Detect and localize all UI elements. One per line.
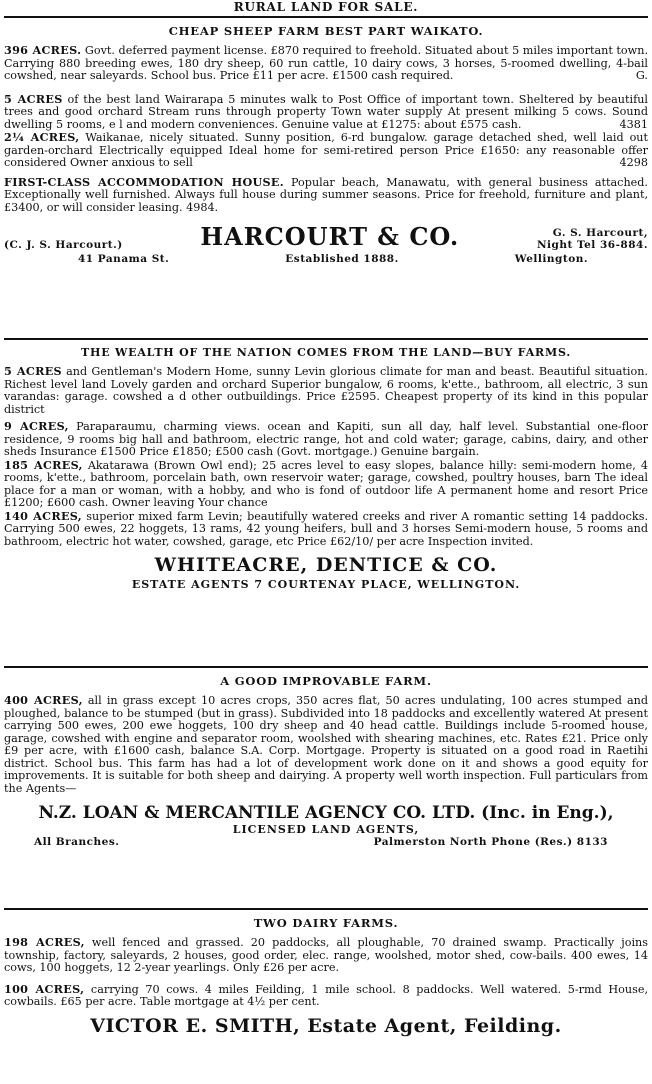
listing-lead: 2¼ ACRES, [4, 130, 80, 144]
listing-ref: G. [635, 69, 648, 82]
listing-ref: 4381 [619, 117, 648, 131]
listing [4, 694, 648, 795]
agent-name: HARCOURT & CO. [200, 222, 460, 251]
listing-body: Akatarawa (Brown Owl end); 25 acres level to easy slopes, balance hilly: semi-modern home, 4 rooms, k'ette., bathroom, porcelain bath, own reservoir water; garage, cowshed, poultry houses, barn The ideal place for a man or woman, with a hobby, and who is fond of outdoor life A permanent home and resort Price £1200; £600 cash. Owner leaving Your chance [4, 458, 648, 509]
ad-block-harcourt [4, 18, 648, 338]
address: 41 Panama St. [78, 253, 170, 265]
established: Established 1888. [285, 253, 399, 265]
agent-left: All Branches. [34, 836, 120, 848]
listing-body: superior mixed farm Levin; beautifully watered creeks and river A romantic setting 14 paddocks. Carrying 500 ewes, 22 hoggets, 13 rams, 42 young heifers, bull and 3 horses Semi-modern house, 5 rooms and bathroom, electric hot water, cowshed, garage, etc Price £62/10/ per acre Inspection invited. [4, 509, 648, 548]
listing-lead: 185 ACRES, [4, 457, 83, 472]
listing [4, 93, 648, 132]
ad-heading: A GOOD IMPROVABLE FARM. [220, 674, 432, 688]
listing-body: Popular beach, Manawatu, with general business attached. Exceptionally well furnished. Always full house during summer seasons. Price for freehold, furniture and plant, £3400, or will consider leasing. 4984. [4, 175, 648, 214]
listing [4, 510, 648, 549]
agent-sub: ESTATE AGENTS 7 COURTENAY PLACE, WELLINGTON. [131, 578, 521, 591]
listing-lead: 400 ACRES, [4, 693, 83, 707]
ad-heading: THE WEALTH OF THE NATION COMES FROM THE LAND—BUY FARMS. [81, 346, 571, 359]
agent-contact [537, 227, 648, 251]
agent-right: G. S. Harcourt, [552, 227, 648, 239]
agent-right: Palmerston North Phone (Res.) 8133 [373, 836, 608, 848]
listing-lead: 5 ACRES [4, 91, 63, 106]
listing [4, 365, 648, 416]
ad-heading: TWO DAIRY FARMS. [253, 916, 399, 930]
listing-lead: 5 ACRES [4, 364, 62, 378]
agent-sub: LICENSED LAND AGENTS, [232, 823, 420, 836]
listing-body: well fenced and grassed. 20 paddocks, all ploughable, 70 drained swamp. Practically joins township, factory, saleyards, 2 houses, good order, elec. range, woolshed, motor shed, cow-bails. 400 ewes, 14 cows, 100 hoggets, 12 2-year yearlings. Only £26 per acre. [4, 936, 648, 974]
agent-left: (C. J. S. Harcourt.) [4, 239, 123, 251]
agent-name: N.Z. LOAN & MERCANTILE AGENCY CO. LTD. (Inc. in Eng.), [38, 803, 614, 823]
agent-name: WHITEACRE, DENTICE & CO. [154, 554, 498, 576]
listing [4, 131, 648, 170]
listing-ref: 4298 [619, 156, 648, 169]
listing-lead: 198 ACRES, [4, 935, 85, 949]
listing-body: Waikanae, nicely situated. Sunny position, 6-rd bungalow. garage detached shed, well laid out garden-orchard Electrically equipped Ideal home for semi-retired person Price £1650: any reasonable offer considered Owner anxious to sell [4, 131, 648, 169]
listing [4, 420, 648, 459]
listing-lead: FIRST-CLASS ACCOMMODATION HOUSE. [4, 174, 284, 189]
agent-phone: Night Tel 36-884. [536, 239, 648, 251]
ad-heading: CHEAP SHEEP FARM BEST PART WAIKATO. [168, 24, 484, 38]
page-title: RURAL LAND FOR SALE. [233, 0, 419, 14]
listing-body: all in grass except 10 acres crops, 350 acres flat, 50 acres undulating, 100 acres stumped and ploughed, balance to be stumped (but in grass). Subdivided into 18 paddocks and excellently watered At present carrying 500 ewes, 200 ewe hoggets, 100 dry sheep and 40 head cattle. Buildings include 5-roomed house, garage, cowshed with engine and separator room, woolshed with shearing machines, etc. Rates £21. Price only £9 per acre, with £1600 cash, balance S.A. Corp. Mortgage. Property is situated on a good road in Raetihi district. School bus. This farm has had a lot of development work done on it and shows a good equity for improvements. It is suitable for both sheep and dairying. A property well worth inspection. Full particulars from the Agents— [4, 694, 648, 795]
listing-lead: 396 ACRES. [4, 43, 82, 57]
city: Wellington. [514, 253, 588, 265]
agent-line [4, 222, 648, 251]
address-line [4, 253, 648, 265]
listing-body: of the best land Wairarapa 5 minutes walk to Post Office of important town. Sheltered by beautiful trees and good orchard Stream runs through property Town water supply At present milking 5 cows. Sound dwelling 5 rooms, e l and modern conveniences. Genuine value at £1275: about £575 cash. [4, 92, 648, 131]
ad-block-smith [4, 910, 648, 1070]
listing-body: Paraparaumu, charming views. ocean and Kapiti, sun all day, half level. Substantial one-floor residence, 9 rooms big hall and bathroom, electric range, hot and cold water; garage, cabins, dairy, and other sheds Insurance £1500 Price £1850; £500 cash (Govt. mortgage.) Genuine bargain. [4, 420, 648, 458]
ad-block-whiteacre [4, 340, 648, 666]
listing-lead: 9 ACRES, [4, 419, 69, 433]
agent-contact-line [4, 836, 648, 848]
listing [4, 459, 648, 510]
listing [4, 936, 648, 975]
listing-body: Govt. deferred payment license. £870 required to freehold. Situated about 5 miles important town. Carrying 880 breeding ewes, 180 dry sheep, 60 run cattle, 10 dairy cows, 3 horses, 5-roomed dwelling, 4-bail cowshed, near saleyards. School bus. Price £11 per acre. £1500 cash required. [4, 44, 648, 82]
listing [4, 44, 648, 83]
listing-body: and Gentleman's Modern Home, sunny Levin glorious climate for man and beast. Beautiful situation. Richest level land Lovely garden and orchard Superior bungalow, 6 rooms, k'ette., bathroom, all electric, 3 sun varandas: garage. cowshed a d other outbuildings. Price £2595. Cheapest property of its kind in this popular district [4, 365, 648, 416]
listing-lead: 140 ACRES, [4, 508, 82, 523]
listing-body: carrying 70 cows. 4 miles Feilding, 1 mile school. 8 paddocks. Well watered. 5-rmd House, cowbails. £65 per acre. Table mortgage at 4½ per cent. [4, 982, 648, 1008]
listing [4, 176, 648, 215]
agent-name: VICTOR E. SMITH, Estate Agent, Feilding. [90, 1014, 562, 1037]
listing-lead: 100 ACRES, [4, 981, 85, 996]
ad-block-nzloan [4, 668, 648, 908]
listing [4, 983, 648, 1009]
